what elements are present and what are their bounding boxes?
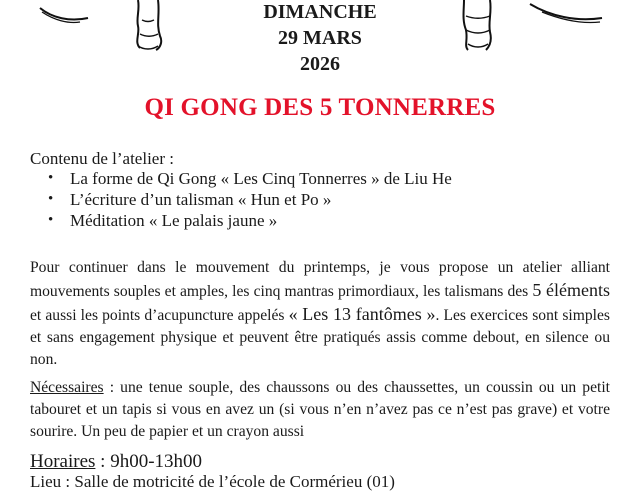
lieu-line: Lieu : Salle de motricité de l’école de Cormérieu (01) bbox=[30, 472, 395, 491]
event-year: 2026 bbox=[300, 53, 340, 75]
description-paragraph bbox=[30, 257, 610, 371]
list-item: • Méditation « Le palais jaune » bbox=[48, 210, 452, 231]
event-date bbox=[0, 0, 640, 77]
list-item: • L’écriture d’un talisman « Hun et Po » bbox=[48, 189, 452, 210]
horaires-line bbox=[30, 450, 202, 474]
horaires-text: : 9h00-13h00 bbox=[95, 451, 203, 472]
event-date-day-month: 29 MARS bbox=[278, 27, 362, 49]
contenu-list bbox=[48, 168, 452, 231]
contenu-label: Contenu de l’atelier : bbox=[30, 149, 174, 168]
necessaires-label: Nécessaires bbox=[30, 379, 104, 396]
description-text-b: 5 éléments bbox=[532, 280, 610, 300]
list-item: • La forme de Qi Gong « Les Cinq Tonnerres » de Liu He bbox=[48, 168, 452, 189]
description-text-a: Pour continuer dans le mouvement du printemps, je vous propose un atelier alliant mouvements souples et amples, les cinq mantras primordiaux, les talismans des bbox=[30, 259, 610, 300]
description-text-c: et aussi les points d’acupuncture appelés bbox=[30, 307, 289, 324]
necessaires-text: : une tenue souple, des chaussons ou des chaussettes, un coussin ou un petit tabouret et un tapis si vous en avez un (si vous n’en n’avez pas ce n’est pas grave) et votre sourire. Un peu de papier et un crayon aussi bbox=[30, 379, 610, 440]
event-day: DIMANCHE bbox=[263, 1, 377, 23]
description-text-e: . Les exercices sont simples et sans engagement physique et peuvent être pratiqués assis comme debout, en silence ou non. bbox=[30, 307, 610, 368]
necessaires-paragraph bbox=[30, 377, 610, 443]
horaires-label: Horaires bbox=[30, 451, 96, 472]
description-text-d: « Les 13 fantômes » bbox=[288, 304, 436, 324]
event-title: QI GONG DES 5 TONNERRES bbox=[144, 94, 496, 121]
